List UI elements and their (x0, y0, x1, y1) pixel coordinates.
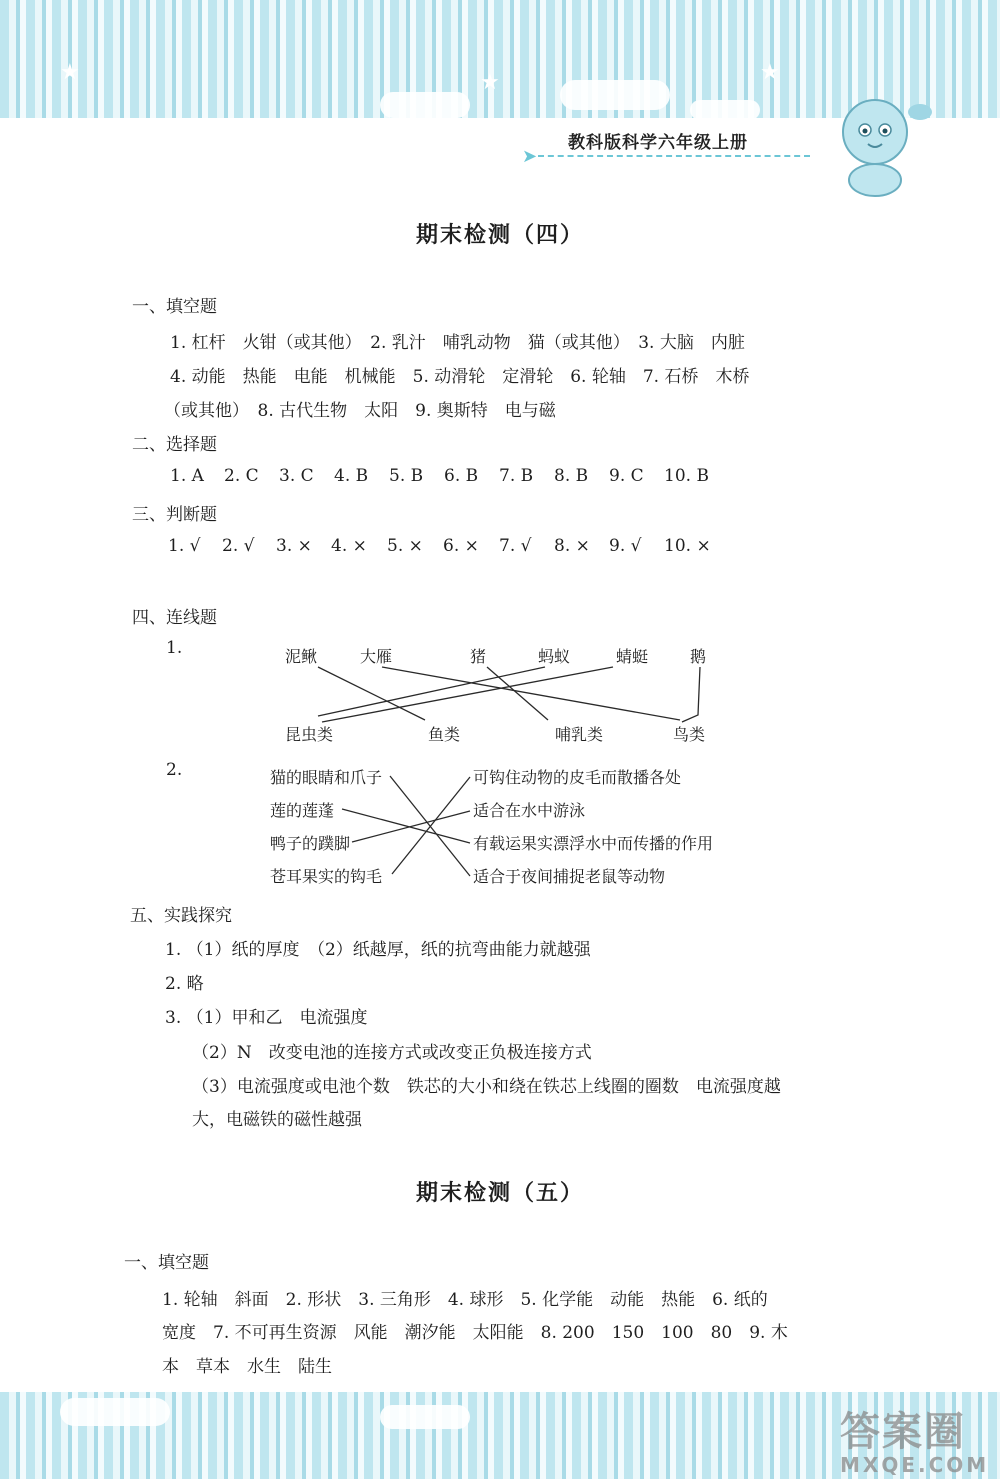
choice-answer: 10. B (664, 466, 709, 486)
section-1-heading: 一、填空题 (132, 297, 217, 317)
judgment-answer: 1. √ (168, 536, 201, 556)
match-line (487, 667, 548, 720)
judgment-answer: 4. × (331, 536, 367, 556)
fill-blank-line: 宽度 7. 不可再生资源 风能 潮汐能 太阳能 8. 200 150 100 80 9. 木 (162, 1323, 788, 1343)
choice-answer: 2. C (224, 466, 259, 486)
practice-line: （2）N 改变电池的连接方式或改变正负极连接方式 (192, 1043, 592, 1063)
judgment-answer: 3. × (276, 536, 312, 556)
match-bottom-item: 鸟类 (673, 725, 706, 744)
match-right-item: 适合于夜间捕捉老鼠等动物 (473, 867, 666, 886)
match-question-number: 1. (166, 638, 183, 658)
fill-blank-line: 本 草本 水生 陆生 (162, 1357, 332, 1377)
match-line (342, 809, 470, 843)
practice-line: 1. （1）纸的厚度 （2）纸越厚，纸的抗弯曲能力就越强 (165, 940, 591, 960)
match-bottom-item: 哺乳类 (555, 725, 604, 744)
match-right-item: 适合在水中游泳 (473, 801, 586, 820)
match-question-number: 2. (166, 760, 183, 780)
section-4-heading: 四、连线题 (132, 608, 217, 628)
judgment-answer: 7. √ (499, 536, 532, 556)
match-line (682, 667, 700, 722)
section-5-heading: 五、实践探究 (130, 906, 232, 926)
practice-line: 大，电磁铁的磁性越强 (192, 1110, 362, 1130)
match-line (382, 667, 680, 720)
choice-answer: 1. A (170, 466, 204, 486)
star-icon: ★ (760, 60, 780, 85)
fill-blank-line: 1. 杠杆 火钳（或其他） 2. 乳汁 哺乳动物 猫（或其他） 3. 大脑 内脏 (170, 333, 745, 353)
practice-line: （3）电流强度或电池个数 铁芯的大小和绕在铁芯上线圈的圈数 电流强度越 (192, 1077, 781, 1097)
match-right-item: 有载运果实漂浮水中而传播的作用 (473, 834, 714, 853)
fill-blank-line: 1. 轮轴 斜面 2. 形状 3. 三角形 4. 球形 5. 化学能 动能 热能 6. 纸的 (162, 1290, 768, 1310)
match-top-item: 蚂蚁 (538, 647, 571, 666)
choice-answer: 3. C (279, 466, 314, 486)
match-left-item: 猫的眼睛和爪子 (270, 768, 383, 787)
match-top-item: 泥鳅 (285, 647, 318, 666)
judgment-answer: 2. √ (222, 536, 255, 556)
judgment-answer: 9. √ (609, 536, 642, 556)
star-icon: ★ (60, 60, 80, 85)
section-3-heading: 三、判断题 (132, 505, 217, 525)
watermark-url: MXQE.COM (840, 1453, 990, 1477)
choice-answer: 9. C (609, 466, 644, 486)
practice-line: 3. （1）甲和乙 电流强度 (165, 1008, 368, 1028)
judgment-answer: 6. × (443, 536, 479, 556)
test-4-title: 期末检测（四） (415, 223, 584, 248)
watermark-text: 答案圈 (840, 1409, 966, 1455)
choice-answer: 4. B (334, 466, 369, 486)
practice-line: 2. 略 (165, 974, 204, 994)
choice-answer: 8. B (554, 466, 589, 486)
match-top-item: 大雁 (360, 647, 393, 666)
choice-answer: 6. B (444, 466, 479, 486)
judgment-answer: 8. × (554, 536, 590, 556)
match-top-item: 猪 (470, 647, 487, 666)
choice-answer: 7. B (499, 466, 534, 486)
match-bottom-item: 昆虫类 (285, 725, 334, 744)
match-line (352, 811, 470, 842)
match-top-item: 鹅 (690, 647, 707, 666)
test-5-title: 期末检测（五） (415, 1181, 584, 1206)
watermark-logo (840, 1400, 990, 1475)
match-line (318, 667, 545, 716)
paper-plane-icon: ➤ (522, 146, 538, 167)
match-top-item: 蜻蜓 (616, 647, 649, 666)
match-right-item: 可钩住动物的皮毛而散播各处 (473, 768, 682, 787)
book-title: 教科版科学六年级上册 (568, 133, 748, 153)
match-left-item: 鸭子的蹼脚 (270, 834, 351, 853)
judgment-answer: 10. × (664, 536, 711, 556)
star-icon: ★ (480, 70, 500, 95)
choice-answer: 5. B (389, 466, 424, 486)
match-bottom-item: 鱼类 (428, 725, 461, 744)
match-left-item: 莲的莲蓬 (270, 801, 335, 820)
section-2-heading: 二、选择题 (132, 435, 217, 455)
fill-blank-line: （或其他） 8. 古代生物 太阳 9. 奥斯特 电与磁 (164, 401, 556, 421)
match-left-item: 苍耳果实的钩毛 (270, 867, 383, 886)
fill-blank-line: 4. 动能 热能 电能 机械能 5. 动滑轮 定滑轮 6. 轮轴 7. 石桥 木桥 (170, 367, 750, 387)
section-1-heading: 一、填空题 (124, 1253, 209, 1273)
match-line (322, 667, 613, 722)
judgment-answer: 5. × (387, 536, 423, 556)
